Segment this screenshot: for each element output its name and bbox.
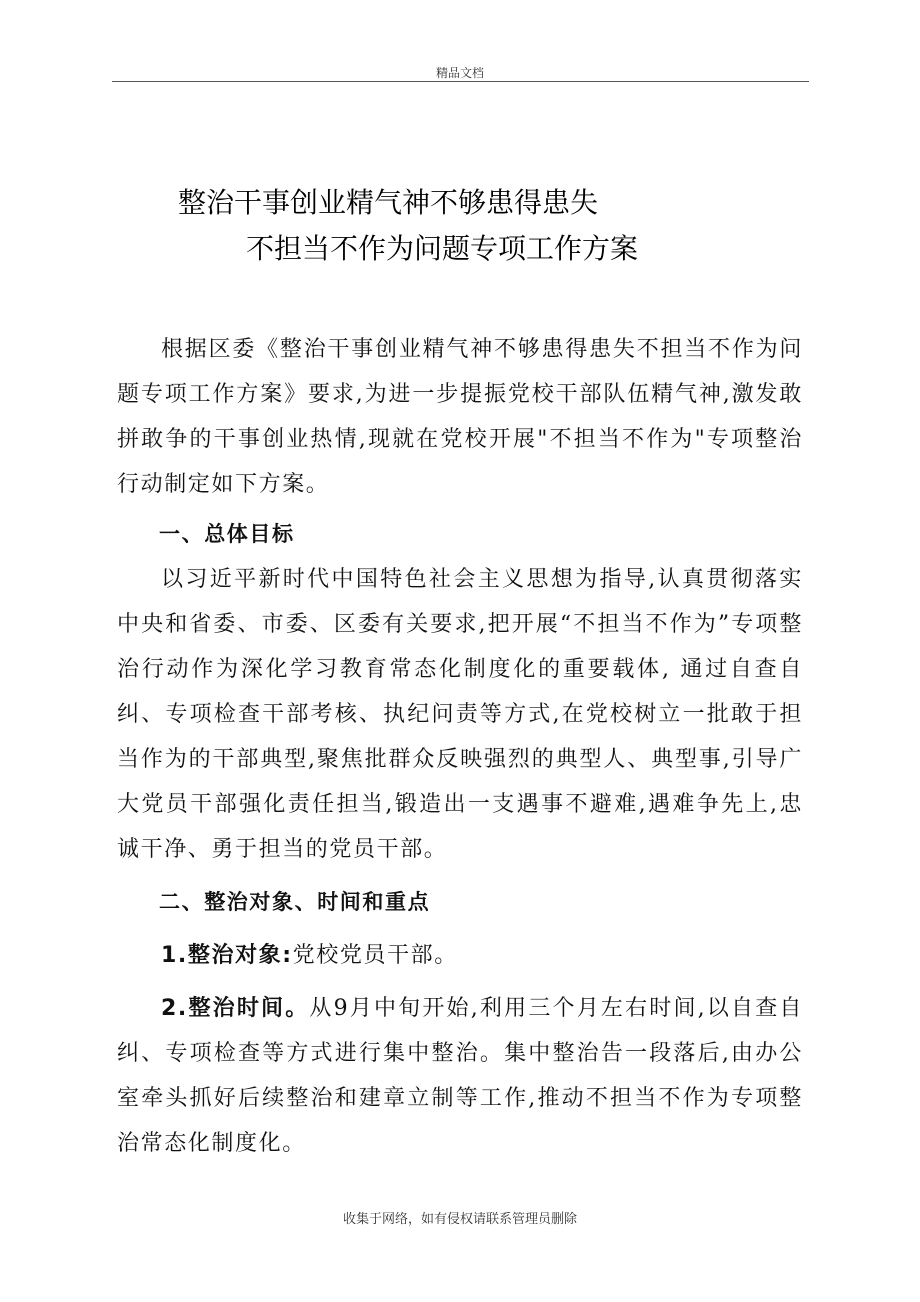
item-targets-text: 党校党员干部。 bbox=[292, 943, 458, 968]
item-time-label: 2.整治时间。 bbox=[161, 996, 310, 1021]
overall-goal-paragraph: 以习近平新时代中国特色社会主义思想为指导,认真贯彻落实中央和省委、市委、区委有关要求,把开展“不担当不作为”专项整治行动作为深化学习教育常态化制度化的重要载体, 通过自查自纠、专项检查干部考核、执纪问责等方式,在党校树立一批敢于担当作为的干部典型,聚焦批群众反映强烈的典型人、典型事,引导广大党员干部强化责任担当,锻造出一支遇事不避难,遇难争先上,忠诚干净、勇于担当的党员干部。 bbox=[117, 567, 803, 862]
item-targets bbox=[117, 933, 803, 978]
item-time bbox=[117, 986, 803, 1166]
page-footer-label: 收集于网络，如有侵权请联系管理员删除 bbox=[342, 1212, 577, 1227]
document-title-line-2: 不担当不作为问题专项工作方案 bbox=[246, 232, 639, 265]
section-heading-overall-goal: 一、总体目标 bbox=[159, 522, 295, 546]
document-title-line-1: 整治干事创业精气神不够患得患失 bbox=[178, 186, 599, 219]
item-time-text: 从9月中旬开始,利用三个月左右时间,以自查自纠、专项检查等方式进行集中整治。集中整治告一段落后,由办公室牵头抓好后续整治和建章立制等工作,推动不担当不作为专项整治常态化制度化。 bbox=[117, 996, 804, 1156]
header-divider bbox=[112, 81, 809, 82]
section-heading-targets-time-focus: 二、整治对象、时间和重点 bbox=[159, 890, 431, 914]
item-targets-label: 1.整治对象: bbox=[161, 943, 293, 968]
page-header-label: 精品文档 bbox=[435, 66, 484, 80]
document-body bbox=[117, 327, 803, 1166]
intro-paragraph: 根据区委《整治干事创业精气神不够患得患失不担当不作为问题专项工作方案》要求,为进一步提振党校干部队伍精气神,激发敢拼敢争的干事创业热情,现就在党校开展"不担当不作为"专项整治行动制定如下方案。 bbox=[117, 337, 803, 497]
